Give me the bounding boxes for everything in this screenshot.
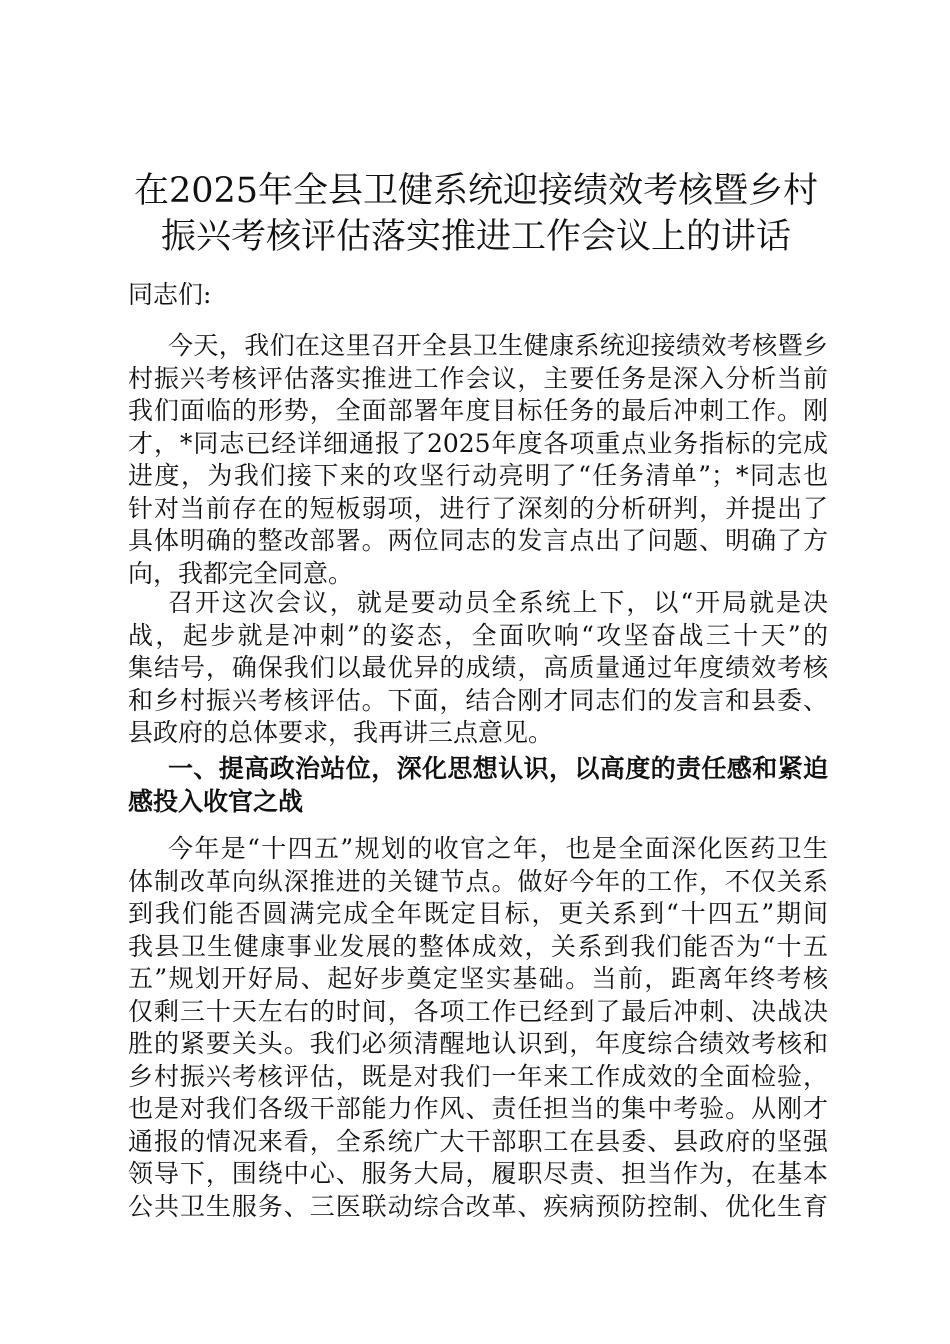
document-title	[120, 168, 832, 260]
paragraph-line: 仅剩三十天左右的时间，各项工作已经到了最后冲刺、决战决	[128, 996, 828, 1026]
paragraph-line: 体制改革向纵深推进的关键节点。做好今年的工作，不仅关系	[128, 866, 828, 896]
paragraph-line: 具体明确的整改部署。两位同志的发言点出了问题、明确了方	[128, 526, 828, 555]
paragraph-opening	[128, 330, 828, 590]
paragraph-line: 战，起步就是冲刺”的姿态，全面吹响“攻坚奋战三十天”的	[128, 620, 828, 650]
paragraph-line: 公共卫生服务、三医联动综合改革、疾病预防控制、优化生育	[128, 1191, 828, 1221]
paragraph-line: 针对当前存在的短板弱项，进行了深刻的分析研判，并提出了	[128, 493, 828, 523]
paragraph-line: 也是对我们各级干部能力作风、责任担当的集中考验。从刚才	[128, 1094, 828, 1123]
paragraph-line: 和乡村振兴考核评估。下面，结合刚才同志们的发言和县委、	[128, 685, 828, 715]
heading-line: 感投入收官之战	[128, 786, 304, 816]
paragraph-line: 向，我都完全同意。	[128, 558, 354, 588]
title-line-2: 振兴考核评估落实推进工作会议上的讲话	[160, 217, 791, 257]
heading-line: 一、提高政治站位，深化思想认识，以高度的责任感和紧迫	[168, 754, 828, 783]
section-heading-1	[128, 753, 828, 818]
paragraph-line: 村振兴考核评估落实推进工作会议，主要任务是深入分析当前	[128, 363, 828, 393]
paragraph-line: 通报的情况来看，全系统广大干部职工在县委、县政府的坚强	[128, 1126, 828, 1156]
paragraph-line: 到我们能否圆满完成全年既定目标，更关系到“十四五”期间	[128, 899, 828, 928]
paragraph-line: 胜的紧要关头。我们必须清醒地认识到，年度综合绩效考核和	[128, 1029, 828, 1058]
paragraph-line: 才，*同志已经详细通报了2025年度各项重点业务指标的完成	[128, 428, 828, 458]
paragraph-purpose	[128, 587, 828, 750]
paragraph-line: 乡村振兴考核评估，既是对我们一年来工作成效的全面检验，	[128, 1061, 828, 1091]
paragraph-line: 五”规划开好局、起好步奠定坚实基础。当前，距离年终考核	[128, 964, 828, 993]
title-line-1: 在2025年全县卫健系统迎接绩效考核暨乡村	[133, 171, 819, 211]
paragraph-line: 今年是“十四五”规划的收官之年，也是全面深化医药卫生	[168, 834, 828, 863]
paragraph-line: 召开这次会议，就是要动员全系统上下，以“开局就是决	[168, 588, 828, 617]
paragraph-line: 领导下，围绕中心、服务大局，履职尽责、担当作为，在基本	[128, 1159, 828, 1188]
paragraph-line: 进度，为我们接下来的攻坚行动亮明了“任务清单”；*同志也	[128, 461, 828, 490]
paragraph-line: 我们面临的形势，全面部署年度目标任务的最后冲刺工作。刚	[128, 396, 828, 425]
paragraph-line: 我县卫生健康事业发展的整体成效，关系到我们能否为“十五	[128, 931, 828, 961]
salutation: 同志们:	[128, 280, 212, 309]
paragraph-line: 县政府的总体要求，我再讲三点意见。	[128, 718, 554, 747]
paragraph-line: 今天，我们在这里召开全县卫生健康系统迎接绩效考核暨乡	[168, 331, 828, 360]
paragraph-line: 集结号，确保我们以最优异的成绩，高质量通过年度绩效考核	[128, 653, 828, 682]
paragraph-section-1	[128, 833, 828, 1223]
